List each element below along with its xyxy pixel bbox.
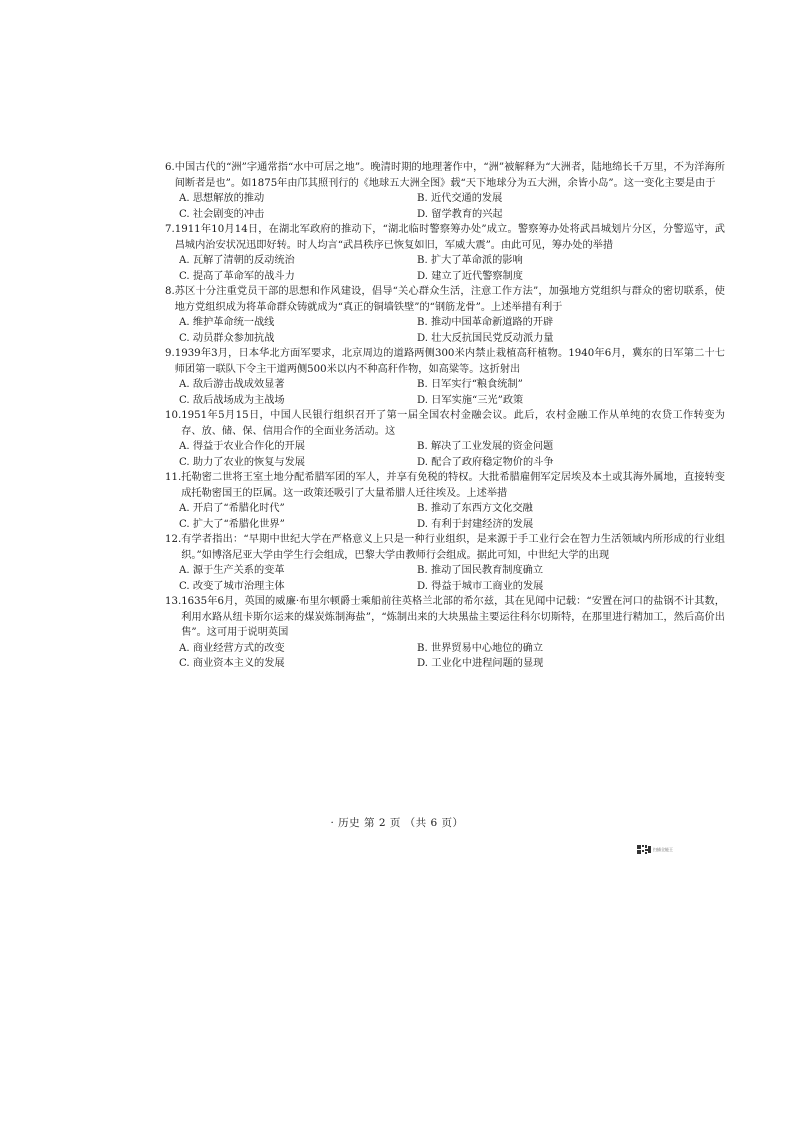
answer-option: A. 思想解放的推动 xyxy=(179,193,265,204)
answer-options xyxy=(165,563,725,594)
qr-code-icon xyxy=(637,845,651,854)
question-number: 7. xyxy=(165,224,175,235)
answer-option: A. 开启了“希腊化时代” xyxy=(179,503,285,514)
question-11 xyxy=(165,470,725,532)
answer-option: B. 扩大了革命派的影响 xyxy=(417,255,523,266)
question-stem xyxy=(165,160,725,191)
qr-label: 扫描全能王 xyxy=(653,846,673,852)
question-stem xyxy=(165,408,725,439)
answer-option: C. 敌后战场成为主战场 xyxy=(179,394,285,406)
page-footer: · 历史 第 2 页 （共 6 页） xyxy=(330,817,464,829)
question-stem xyxy=(165,346,725,377)
answer-option: C. 提高了革命军的战斗力 xyxy=(179,270,295,282)
question-number: 11. xyxy=(165,472,182,483)
question-8 xyxy=(165,284,725,346)
question-text: 中国古代的“洲”字通常指“水中可居之地”。晚清时期的地理著作中，“洲”被解释为“大洲者，陆地绵长千万里，不为洋海所间断者是也”。如1875年由邝其照刊行的《地球五大洲全图》载“天下地球分为五大洲，余皆小岛”。这一变化主要是由于 xyxy=(174,162,725,189)
answer-options xyxy=(165,315,725,346)
answer-option: A. 瓦解了清朝的反动统治 xyxy=(179,255,295,266)
answer-options xyxy=(165,439,725,470)
answer-option: D. 得益于城市工商业的发展 xyxy=(417,580,544,592)
question-stem xyxy=(165,470,725,501)
question-text: 1951年5月15日，中国人民银行组织召开了第一届全国农村金融会议。此后，农村金融工作从单纯的农贷工作转变为存、放、储、保、信用合作的全面业务活动。这 xyxy=(181,410,725,437)
answer-option: C. 动员群众参加抗战 xyxy=(179,332,275,344)
answer-option: A. 敌后游击战成效显著 xyxy=(179,379,285,390)
answer-option: C. 改变了城市治理主体 xyxy=(179,580,285,592)
answer-option: A. 源于生产关系的变革 xyxy=(179,565,285,576)
answer-options xyxy=(165,501,725,532)
answer-options xyxy=(165,377,725,408)
question-12 xyxy=(165,532,725,594)
question-stem xyxy=(165,594,725,641)
question-text: 苏区十分注重党员干部的思想和作风建设，倡导“关心群众生活，注意工作方法”，加强地方党组织与群众的密切联系，使地方党组织成为将革命群众铸就成为“真正的铜墙铁壁”的“钢筋龙骨”。上述举措有利于 xyxy=(174,286,725,313)
question-stem xyxy=(165,222,725,253)
answer-options xyxy=(165,191,725,222)
answer-option: A. 商业经营方式的改变 xyxy=(179,642,285,654)
question-number: 9. xyxy=(165,348,175,359)
answer-option: D. 建立了近代警察制度 xyxy=(417,270,523,282)
answer-option: A. 得益于农业合作化的开展 xyxy=(179,441,305,452)
question-text: 托勒密二世将王室土地分配希腊军团的军人，并享有免税的特权。大批希腊雇佣军定居埃及本土或其海外属地，直接转变成托勒密国王的臣属。这一政策还吸引了大量希腊人迁往埃及。上述举措 xyxy=(181,472,725,499)
question-13 xyxy=(165,594,725,672)
question-9 xyxy=(165,346,725,408)
answer-option: B. 世界贸易中心地位的确立 xyxy=(417,642,544,654)
question-number: 12. xyxy=(165,534,182,545)
answer-option: C. 助力了农业的恢复与发展 xyxy=(179,456,305,468)
question-6 xyxy=(165,160,725,222)
answer-options xyxy=(165,641,725,672)
answer-option: D. 留学教育的兴起 xyxy=(417,208,503,220)
question-number: 10. xyxy=(165,410,182,421)
answer-option: B. 推动了国民教育制度确立 xyxy=(417,565,544,576)
question-text: 有学者指出：“早期中世纪大学在严格意义上只是一种行业组织，是来源于手工业行会在智力生活领域内所形成的行业组织。”如博洛尼亚大学由学生行会组成，巴黎大学由教师行会组成。据此可知，中世纪大学的出现 xyxy=(181,534,725,561)
question-text: 1635年6月，英国的威廉·布里尔顿爵士乘船前往英格兰北部的希尔兹，其在见闻中记载：“安置在河口的盐锅不计其数，利用水路从纽卡斯尔运来的煤炭炼制海盐”，“炼制出来的大块黑盐主要运往科尔切斯特，在那里进行精加工，然后高价出售”。这可用于说明英国 xyxy=(181,596,725,638)
question-stem xyxy=(165,532,725,563)
question-number: 8. xyxy=(165,286,175,297)
answer-options xyxy=(165,253,725,284)
question-10 xyxy=(165,408,725,470)
answer-option: B. 日军实行“粮食统制” xyxy=(417,379,523,390)
answer-option: C. 扩大了“希腊化世界” xyxy=(179,518,285,530)
answer-option: B. 近代交通的发展 xyxy=(417,193,503,204)
answer-option: C. 社会剧变的冲击 xyxy=(179,208,265,220)
question-number: 13. xyxy=(165,596,182,607)
answer-option: D. 有利于封建经济的发展 xyxy=(417,518,534,530)
answer-option: D. 工业化中进程问题的显现 xyxy=(417,658,544,669)
answer-option: D. 壮大反抗国民党反动派力量 xyxy=(417,332,554,344)
question-7 xyxy=(165,222,725,284)
question-text: 1911年10月14日，在湖北军政府的推动下，“湖北临时警察筹办处”成立。警察筹办处将武昌城划片分区，分警巡守，武昌城内治安状况迅即好转。时人均言“武昌秩序已恢复如旧，军威大震”。由此可见，筹办处的举措 xyxy=(174,224,725,251)
answer-option: D. 配合了政府稳定物价的斗争 xyxy=(417,456,554,468)
question-list xyxy=(165,160,725,672)
question-number: 6. xyxy=(165,162,175,173)
scanner-watermark xyxy=(637,845,673,854)
question-stem xyxy=(165,284,725,315)
answer-option: B. 推动中国革命新道路的开辟 xyxy=(417,317,554,328)
answer-option: C. 商业资本主义的发展 xyxy=(179,658,285,669)
answer-option: B. 解决了工业发展的资金问题 xyxy=(417,441,554,452)
answer-option: A. 维护革命统一战线 xyxy=(179,317,275,328)
answer-option: B. 推动了东西方文化交融 xyxy=(417,503,533,514)
question-text: 1939年3月，日本华北方面军要求，北京周边的道路两侧300米内禁止栽植高秆植物。1940年6月，冀东的日军第二十七师团第一联队下令主干道两侧500米以内不种高秆作物，如高粱等。这折射出 xyxy=(174,348,725,375)
answer-option: D. 日军实施“三光”政策 xyxy=(417,394,524,406)
